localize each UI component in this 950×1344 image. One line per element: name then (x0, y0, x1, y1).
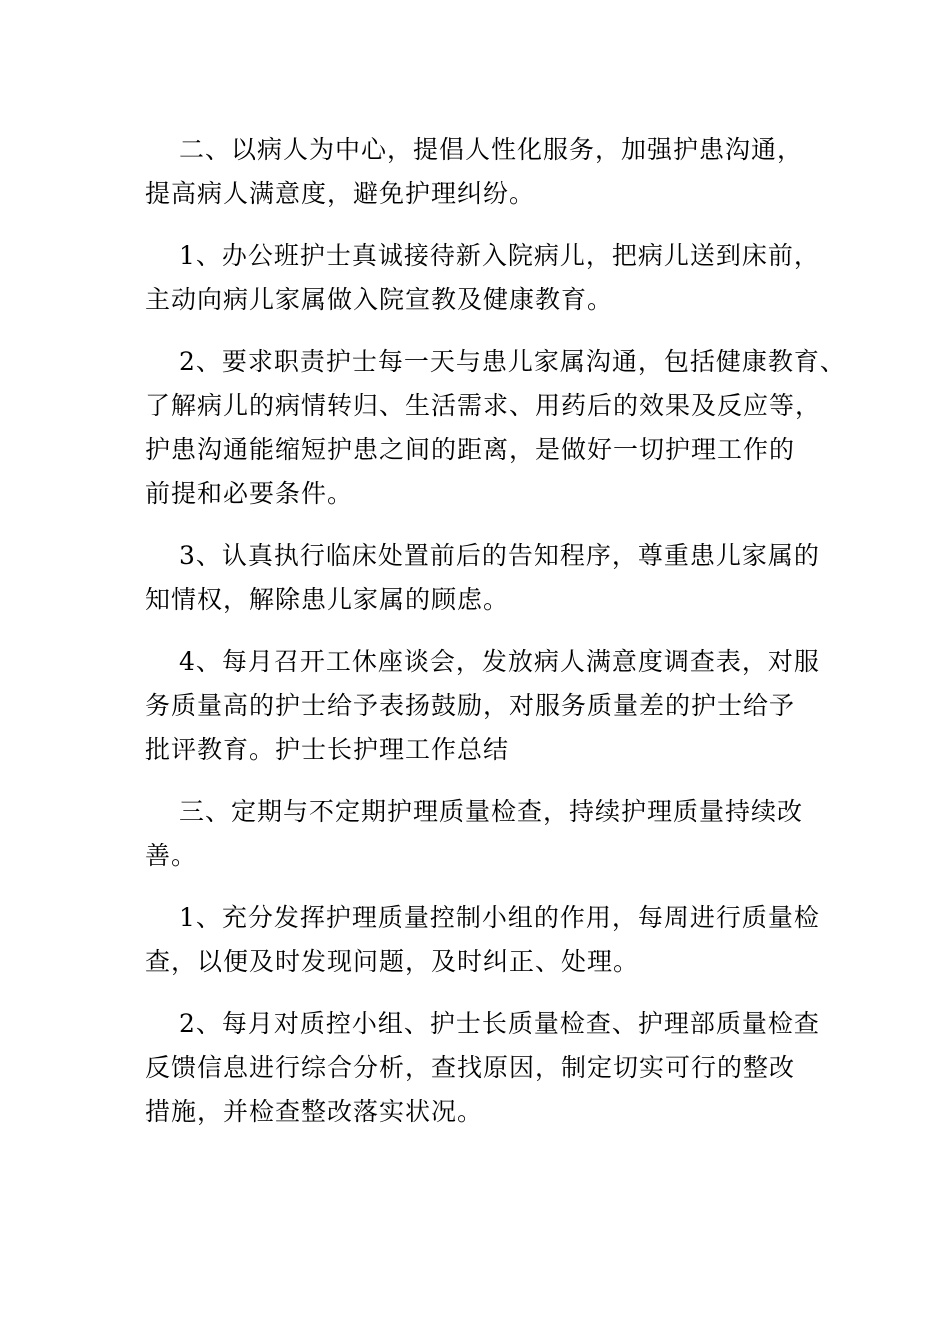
paragraph-item-4 (145, 640, 835, 772)
paragraph-section-3-heading (145, 790, 835, 878)
paragraph-line: 知情权，解除患儿家属的顾虑。 (145, 585, 510, 614)
paragraph-line: 批评教育。护士长护理工作总结 (145, 735, 510, 764)
paragraph-line: 主动向病儿家属做入院宣教及健康教育。 (145, 285, 614, 314)
paragraph-line: 1、充分发挥护理质量控制小组的作用，每周进行质量检 (179, 903, 820, 932)
paragraph-item-1 (145, 234, 835, 322)
paragraph-line: 2、要求职责护士每一天与患儿家属沟通，包括健康教育、 (179, 347, 846, 376)
paragraph-line: 善。 (145, 841, 198, 870)
paragraph-line: 护患沟通能缩短护患之间的距离，是做好一切护理工作的 (145, 435, 796, 464)
paragraph-line: 了解病儿的病情转归、生活需求、用药后的效果及反应等， (145, 391, 822, 420)
paragraph-line: 务质量高的护士给予表扬鼓励，对服务质量差的护士给予 (145, 691, 796, 720)
paragraph-section-2-heading (145, 128, 835, 216)
paragraph-item-2-quality (145, 1002, 835, 1134)
paragraph-line: 措施，并检查整改落实状况。 (145, 1097, 484, 1126)
paragraph-line: 提高病人满意度，避免护理纠纷。 (145, 179, 536, 208)
paragraph-line: 4、每月召开工休座谈会，发放病人满意度调查表，对服 (179, 647, 820, 676)
paragraph-item-2 (145, 340, 846, 516)
paragraph-line: 二、以病人为中心，提倡人性化服务，加强护患沟通， (179, 135, 804, 164)
paragraph-line: 3、认真执行临床处置前后的告知程序，尊重患儿家属的 (179, 541, 820, 570)
paragraph-item-1-quality (145, 896, 835, 984)
paragraph-line: 三、定期与不定期护理质量检查，持续护理质量持续改 (179, 797, 804, 826)
paragraph-line: 查，以便及时发现问题，及时纠正、处理。 (145, 947, 640, 976)
paragraph-line: 2、每月对质控小组、护士长质量检查、护理部质量检查 (179, 1009, 820, 1038)
document-body (145, 128, 846, 1152)
paragraph-item-3 (145, 534, 835, 622)
paragraph-line: 1、办公班护士真诚接待新入院病儿，把病儿送到床前， (179, 241, 820, 270)
paragraph-line: 反馈信息进行综合分析，查找原因，制定切实可行的整改 (145, 1053, 796, 1082)
paragraph-line: 前提和必要条件。 (145, 479, 354, 508)
